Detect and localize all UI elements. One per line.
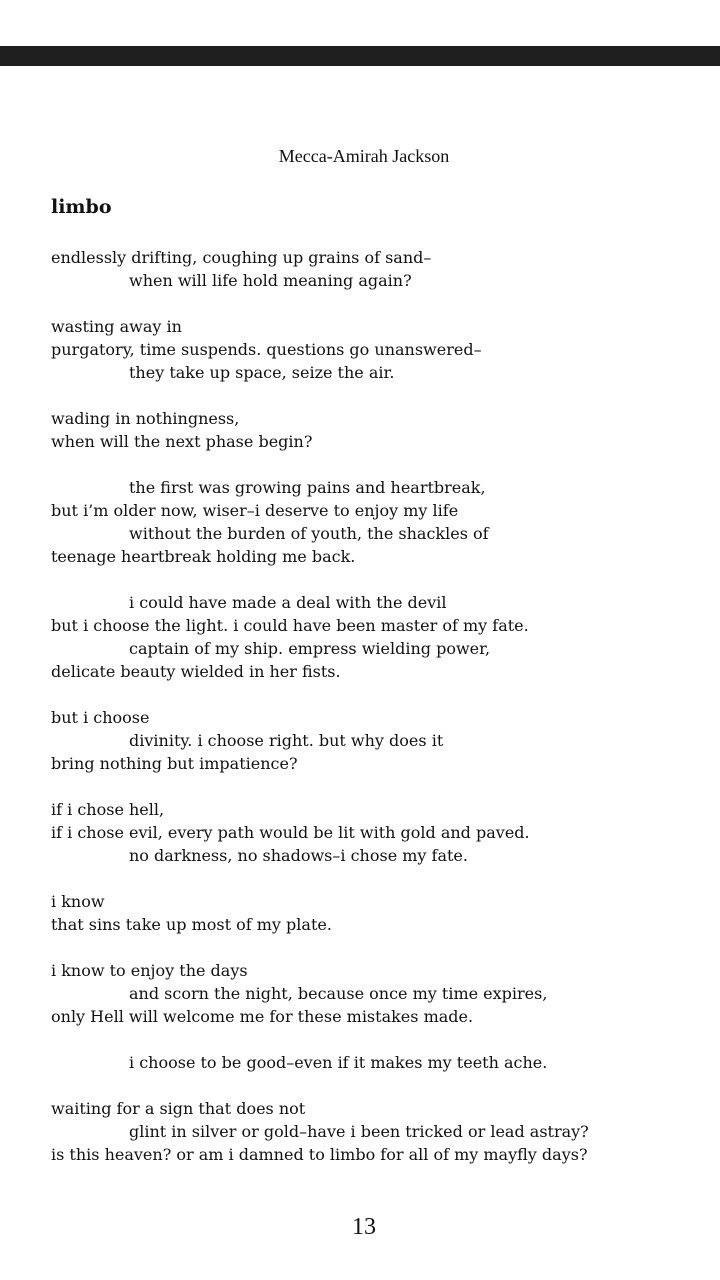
- poem-stanza: [51, 706, 691, 775]
- poem-line: is this heaven? or am i damned to limbo for all of my mayfly days?: [51, 1145, 588, 1164]
- poem-line: but i choose: [51, 708, 150, 727]
- poem-line: wasting away in: [51, 317, 182, 336]
- poem-stanza: [51, 315, 691, 384]
- poem-body: [51, 246, 691, 1189]
- poem-stanza: [51, 798, 691, 867]
- poem-stanza: [51, 1051, 691, 1074]
- poem-stanza: [51, 476, 691, 568]
- poem-line: without the burden of youth, the shackles of: [129, 524, 489, 543]
- poem-line: they take up space, seize the air.: [129, 363, 395, 382]
- poem-line: teenage heartbreak holding me back.: [51, 547, 356, 566]
- poem-line: i choose to be good–even if it makes my teeth ache.: [129, 1053, 548, 1072]
- poem-line: i know to enjoy the days: [51, 961, 248, 980]
- poem-stanza: [51, 591, 691, 683]
- poem-line: when will life hold meaning again?: [129, 271, 412, 290]
- poem-stanza: [51, 246, 691, 292]
- poem-line: bring nothing but impatience?: [51, 754, 298, 773]
- poem-line: no darkness, no shadows–i chose my fate.: [129, 846, 468, 865]
- poem-line: waiting for a sign that does not: [51, 1099, 306, 1118]
- poem-line: purgatory, time suspends. questions go unanswered–: [51, 340, 482, 359]
- poem-line: i know: [51, 892, 105, 911]
- poem-line: only Hell will welcome me for these mistakes made.: [51, 1007, 474, 1026]
- poem-title: limbo: [51, 196, 112, 218]
- poem-line: when will the next phase begin?: [51, 432, 313, 451]
- poem-line: captain of my ship. empress wielding power,: [129, 639, 491, 658]
- poem-line: and scorn the night, because once my time expires,: [129, 984, 548, 1003]
- poem-stanza: [51, 1097, 691, 1166]
- poem-line: that sins take up most of my plate.: [51, 915, 332, 934]
- page-top-bar: [0, 46, 720, 66]
- poem-stanza: [51, 407, 691, 453]
- poem-line: divinity. i choose right. but why does it: [129, 731, 444, 750]
- poem-line: wading in nothingness,: [51, 409, 240, 428]
- poem-line: i could have made a deal with the devil: [129, 593, 447, 612]
- page-number: 13: [352, 1214, 376, 1240]
- poem-line: but i choose the light. i could have been master of my fate.: [51, 616, 529, 635]
- poem-line: if i chose hell,: [51, 800, 165, 819]
- poem-line: glint in silver or gold–have i been tricked or lead astray?: [129, 1122, 589, 1141]
- poem-line: if i chose evil, every path would be lit with gold and paved.: [51, 823, 530, 842]
- poem-line: the first was growing pains and heartbreak,: [129, 478, 486, 497]
- poem-line: endlessly drifting, coughing up grains of sand–: [51, 248, 432, 267]
- poem-line: delicate beauty wielded in her fists.: [51, 662, 341, 681]
- author-name: Mecca-Amirah Jackson: [278, 146, 450, 166]
- poem-line: but i’m older now, wiser–i deserve to enjoy my life: [51, 501, 459, 520]
- poem-stanza: [51, 959, 691, 1028]
- poem-stanza: [51, 890, 691, 936]
